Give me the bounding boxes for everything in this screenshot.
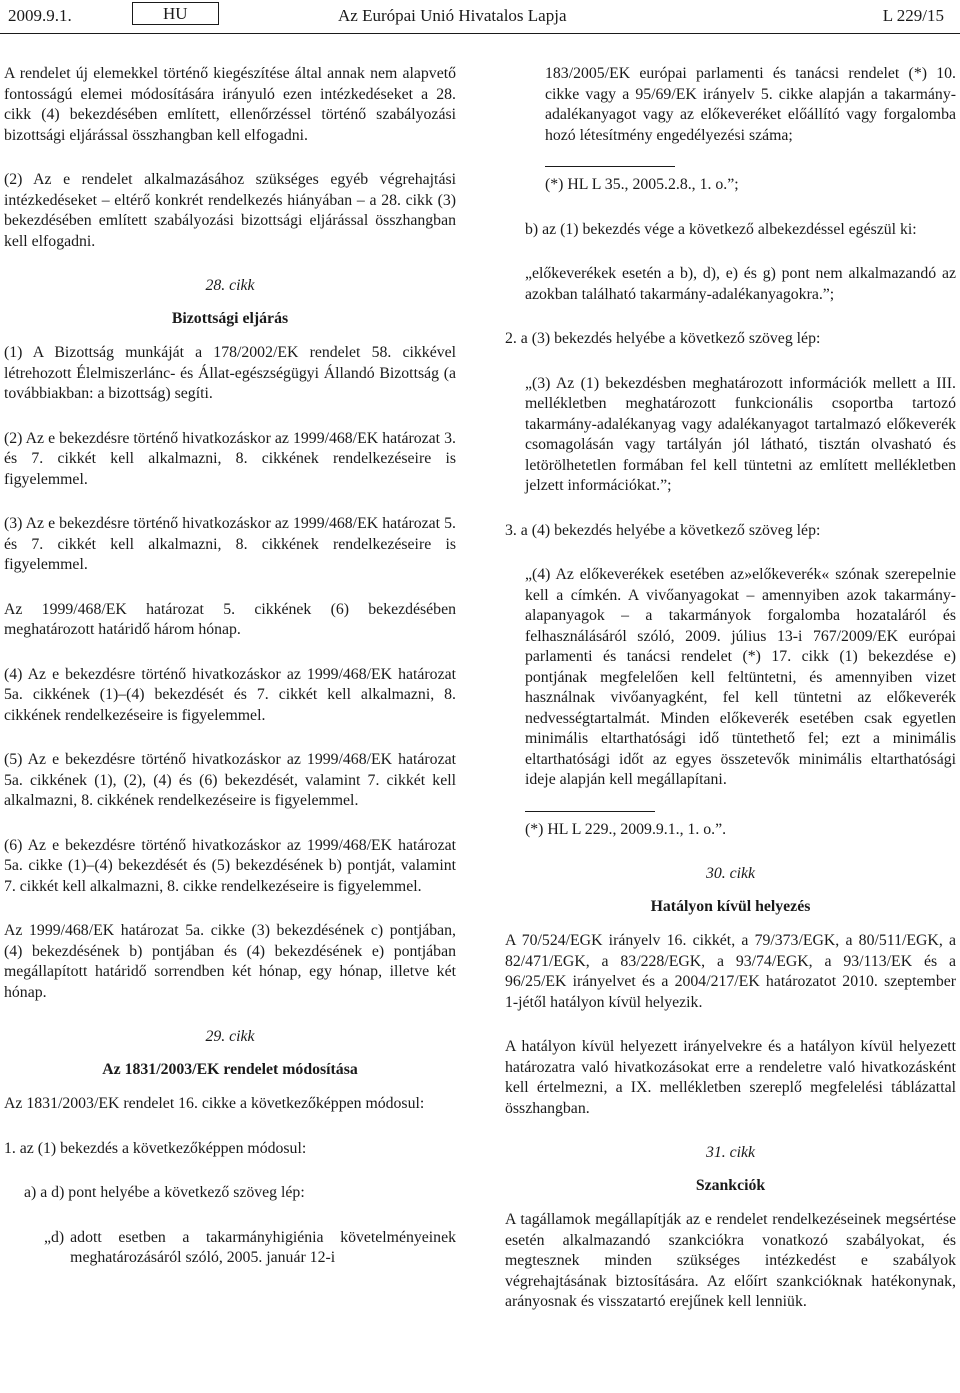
paragraph: (5) Az e bekezdésre történő hivatkozáskor az 1999/468/EK határozat 5a. cikkének (1), (2), (4) és (6) bekezdését, valamint 7. cikkét kell alkalmazni, 8. cikkének rendelkezéseire is figyelemmel. [4, 751, 456, 809]
header-rule [0, 33, 960, 34]
paragraph: (6) Az e bekezdésre történő hivatkozáskor az 1999/468/EK határozat 5a. cikke (1)–(4) bekezdését és (5) bekezdésének b) pontját, valamint 7. cikkét kell alkalmazni, 8. cikke rendelkezéseire is figyelemmel. [4, 836, 456, 895]
article-number: 29. cikk [205, 1028, 255, 1045]
list-item: b) az (1) bekezdés vége a következő albekezdéssel egészül ki: [525, 220, 917, 238]
article-title: Bizottsági eljárás [171, 309, 289, 327]
list-item: 3. a (4) bekezdés helyébe a következő szöveg lép: [505, 521, 821, 539]
footnote-block [505, 811, 956, 841]
paragraph: „(4) Az előkeverékek esetében az»előkeverék« szónak szerepelnie kell a címkén. A vivőanyagokat – amennyiben azok takarmány-alapanyagok – a takarmányok forgalomba hozataláról és felhasználásáról szóló, 2009. július 13-i 767/2009/EK európai parlamenti és tanácsi rendelet (*) 17. cikk (1) bekezdése e) pontjának megfelelően kell feltüntetni, és amennyiben vizet használnak vivőanyagként, fel kell tüntetni az előkeverék nedvességtartalmát. Minden előkeverék esetében csak egyetlen minimális eltarthatósági idő tüntethető fel; ezt a minimális eltarthatósági időt az egyes összetevők minimális eltarthatósági ideje alapján kell megállapítani. [525, 566, 956, 788]
paragraph: A rendelet új elemekkel történő kiegészítése által annak nem alapvető fontosságú elemei módosítására irányuló ezen intézkedéseket a 28. cikk (4) bekezdésében említett, ellenőrzéssel történő szabályozási bizottsági eljárással összhangban kell elfogadni. [4, 65, 456, 144]
article-number: 31. cikk [705, 1144, 756, 1161]
paragraph: A hatályon kívül helyezett irányelvekre és a hatályon kívül helyezett határozatra való hivatkozásokat erre a rendeletre való hivatkozásként kell értelmezni, a IX. mellékletben szereplő megfelelési táblázattal összhangban. [505, 1038, 956, 1117]
header-date: 2009.9.1. [8, 6, 72, 25]
paragraph: A 70/524/EGK irányelv 16. cikkét, a 79/373/EGK, a 80/511/EGK, a 82/471/EGK, a 83/228/EGK, a 93/74/EGK, a 93/113/EK és a 96/25/EK irányelvet és a 2004/217/EK határozatot 2010. szeptember 1-jétől hatályon kívül helyezik. [505, 932, 956, 1011]
footnote-block [505, 166, 956, 196]
article-number: 30. cikk [705, 865, 756, 882]
paragraph: (4) Az e bekezdésre történő hivatkozáskor az 1999/468/EK határozat 5a. cikkének (1)–(4) bekezdését és 7. cikkét kell alkalmazni, 8. cikkének rendelkezéseire is figyelemmel. [4, 665, 456, 724]
quoted-point-text: adott esetben a takarmányhigiénia követelményeinek meghatározásáról szóló, 2005. január 12-i [70, 1228, 456, 1266]
article-title: Az 1831/2003/EK rendelet módosítása [102, 1060, 358, 1078]
paragraph: Az 1999/468/EK határozat 5. cikkének (6) bekezdésében meghatározott határidő három hónap. [4, 600, 456, 638]
paragraph: (2) Az e bekezdésre történő hivatkozáskor az 1999/468/EK határozat 3. és 7. cikkét kell alkalmazni, 8. cikkének rendelkezéseire is figyelemmel. [4, 429, 456, 488]
paragraph: (2) Az e rendelet alkalmazásához szükséges egyéb végrehajtási intézkedéseket – eltérő konkrét rendelkezés hiányában – a 28. cikk (3) bekezdésében említett szabályozási bizottsági eljárással összhangban kell elfogadni. [4, 171, 456, 250]
paragraph: Az 1999/468/EK határozat 5a. cikke (3) bekezdésének c) pontjában, (4) bekezdésének b) pontjában és (4) bekezdésének e) pontjában megállapított határidő sorrendben két hónap, egy hónap, illetve két hónap. [4, 922, 456, 1001]
quoted-point [4, 1228, 456, 1269]
list-item: 2. a (3) bekezdés helyébe a következő szöveg lép: [505, 330, 821, 347]
footnote-rule [525, 811, 655, 812]
language-badge: HU [132, 2, 219, 25]
page-number: L 229/15 [882, 6, 944, 25]
right-column [505, 64, 956, 1337]
journal-title: Az Európai Unió Hivatalos Lapja [338, 6, 567, 25]
paragraph: „előkeverékek esetén a b), d), e) és g) pont nem alkalmazandó az azokban található takarmány-adalékanyagokra.”; [525, 265, 956, 303]
article-title: Hatályon kívül helyezés [650, 897, 811, 915]
left-column [4, 64, 456, 1269]
paragraph: 183/2005/EK európai parlamenti és tanácsi rendelet (*) 10. cikke vagy a 95/69/EK irányelv 5. cikke alapján a takarmány-adalékanyagot vagy az előkeveréket előállító vagy forgalomba hozó létesítmény engedélyezési száma; [545, 65, 956, 144]
paragraph: Az 1831/2003/EK rendelet 16. cikke a következőképpen módosul: [4, 1095, 425, 1112]
page-header [0, 0, 960, 34]
paragraph: (3) Az e bekezdésre történő hivatkozáskor az 1999/468/EK határozat 5. és 7. cikkét kell alkalmazni, 8. cikkének rendelkezéseire is figyelemmel. [4, 515, 456, 573]
paragraph: (1) A Bizottság munkáját a 178/2002/EK rendelet 58. cikkével létrehozott Élelmiszerlánc- és Állat-egészségügyi Állandó Bizottság (a továbbiakban: a bizottság) segíti. [4, 344, 456, 402]
footnote-rule [545, 166, 675, 167]
list-item: a) a d) pont helyébe a következő szöveg lép: [24, 1184, 305, 1201]
paragraph: A tagállamok megállapítják az e rendelet rendelkezéseinek megsértése esetén alkalmazandó szankciókra vonatkozó szabályokat, és megtesznek minden szükséges intézkedést e szabályok végrehajtásának biztosítására. Az előírt szankcióknak hatékonynak, arányosnak és visszatartó erejűnek kell lenniük. [505, 1211, 956, 1310]
article-number: 28. cikk [205, 277, 255, 294]
quoted-point-label: „d) [44, 1228, 65, 1246]
footnote: (*) HL L 35., 2005.2.8., 1. o.”; [545, 176, 739, 193]
footnote: (*) HL L 229., 2009.9.1., 1. o.”. [525, 820, 727, 838]
list-item: 1. az (1) bekezdés a következőképpen módosul: [4, 1139, 307, 1157]
paragraph: „(3) Az (1) bekezdésben meghatározott információk mellett a III. mellékletben meghatározott funkcionális csoportba tartozó takarmány-adalékanyag vagy adalékanyagot tartalmazó előkeverék csomagolásán vagy tartályán jól látható, tisztán olvasható és letörölhetetlen formában fel kell tüntetni az említett mellékletben jelzett információkat.”; [525, 374, 956, 494]
article-title: Szankciók [695, 1176, 766, 1194]
